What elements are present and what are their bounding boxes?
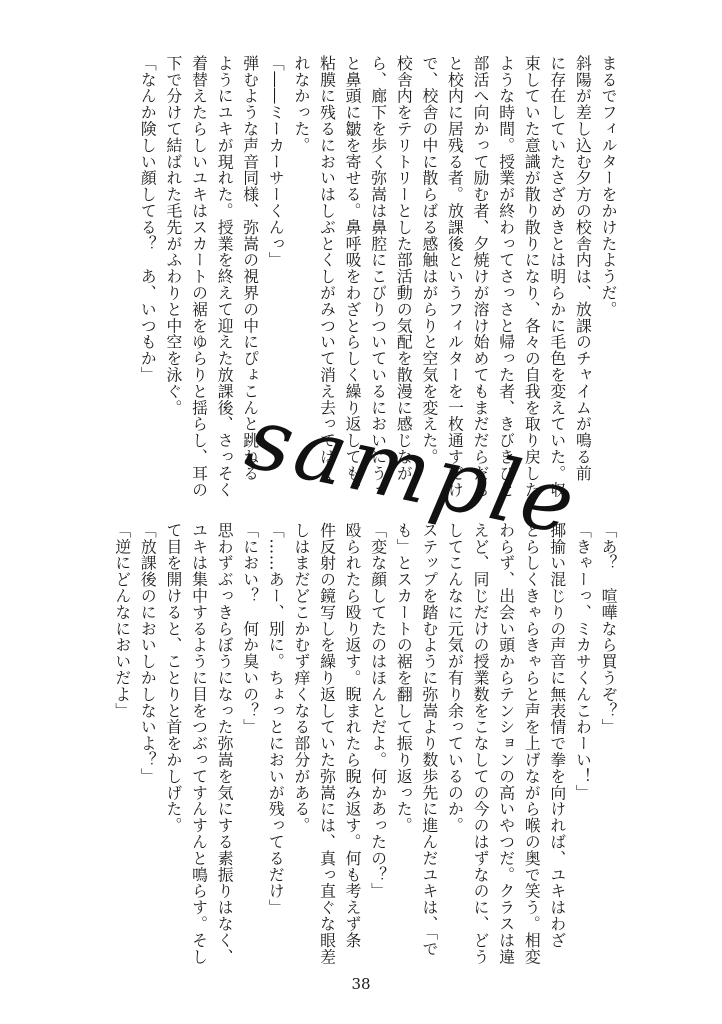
- text-line: 「……あー、別に。ちょっとにおいが残ってるだけ」: [266, 522, 286, 916]
- text-line: ようにユキが現れた。授業を終えて迎えた放課後、さっそく: [215, 55, 235, 498]
- text-line: 「変な顔してたのはほんとだよ。何かあったの？」: [368, 522, 388, 900]
- text-line: えど、同じだけの授業数をこなしての今のはずなのに、どう: [471, 522, 491, 965]
- text-line: 校舎内をテリトリーとした部活動の気配を散漫に感じなが: [394, 55, 414, 482]
- text-line: て目を開けると、ことりと首をかしげた。: [163, 522, 183, 834]
- text-line: ような時間。授業が終わってさっさと帰った者、きびきびと: [496, 55, 516, 498]
- text-line: と校内に居残る者。放課後というフィルターを一枚通すだけ: [445, 55, 465, 498]
- text-line: 粘膜に残るにおいはしぶとくしがみついて消え去ってはく: [317, 55, 337, 482]
- text-block-bottom: [109, 522, 621, 965]
- text-line: 「――ミーカーサーくんっ」: [266, 55, 286, 269]
- text-line: 束していた意識が散り散りになり、各々の自我を取り戻した: [522, 55, 542, 498]
- text-line: まるでフィルターをかけたようだ。: [599, 55, 618, 318]
- text-line: に存在していたさざめきとは明らかに毛色を変えていた。収: [547, 55, 567, 498]
- text-line: で、校舎の中に散らばる感触はがらりと空気を変えた。: [419, 55, 439, 465]
- text-line: 殴られたら殴り返す。睨まれたら睨み返す。何も考えず条: [343, 522, 363, 949]
- text-line: と鼻頭に皺を寄せる。鼻呼吸をわざとらしく繰り返しても、: [343, 55, 363, 498]
- text-line: 「あ？ 喧嘩なら買うぞ？」: [599, 522, 618, 736]
- text-line: 揶揄い混じりの声音に無表情で拳を向ければ、ユキはわざ: [547, 522, 567, 949]
- text-line: ステップを踏むように弥嵩より数歩先に進んだユキは、「で: [419, 522, 439, 957]
- text-line: も」とスカートの裾を翻して振り返った。: [394, 522, 414, 834]
- text-line: わらず、出会い頭からテンションの高いやつだ。クラスは違: [496, 522, 516, 965]
- text-line: してこんなに元気が有り余っているのか。: [445, 522, 465, 834]
- text-line: れなかった。: [291, 55, 311, 154]
- text-line: 「逆にどんなにおいだよ」: [112, 522, 132, 719]
- text-line: 下で分けて結ばれた毛先がふわりと中空を泳ぐ。: [163, 55, 183, 416]
- text-line: 「におい？ 何か臭いの？」: [240, 522, 260, 736]
- text-line: 思わずぶっきらぼうになった弥嵩を気にする素振りはなく、: [215, 522, 235, 965]
- text-line: 部活へ向かって励む者、夕焼けが溶け始めてもまだだらだら: [471, 55, 491, 498]
- text-line: 「きゃーっ、ミカサくんこわーい！」: [573, 522, 593, 801]
- text-line: 弾むような声音同様、弥嵩の視界の中にぴょこんと跳ねる: [240, 55, 260, 482]
- text-line: 着替えたらしいユキはスカートの裾をゆらりと揺らし、耳の: [189, 55, 209, 498]
- text-line: ら、廊下を歩く弥嵩は鼻腔にこびりついているにおいにうっ: [368, 55, 388, 498]
- sample-watermark: sample: [238, 388, 587, 556]
- text-line: とらしくきゃらきゃらと声を上げながら喉の奥で笑う。相変: [522, 522, 542, 965]
- text-line: 斜陽が差し込む夕方の校舎内は、放課のチャイムが鳴る前: [573, 55, 593, 482]
- text-line: 件反射の鏡写しを繰り返していた弥嵩には、真っ直ぐな眼差: [317, 522, 337, 965]
- text-line: しはまだどこかむず痒くなる部分がある。: [291, 522, 311, 834]
- page-number: 38: [351, 975, 371, 993]
- text-line: 「なんか険しい顔してる？ あ、いつもか」: [138, 55, 158, 383]
- text-line: 「放課後のにおいしかしないよ？」: [138, 522, 158, 785]
- text-line: ユキは集中するように目をつぶってすんすんと鳴らす。そし: [189, 522, 209, 965]
